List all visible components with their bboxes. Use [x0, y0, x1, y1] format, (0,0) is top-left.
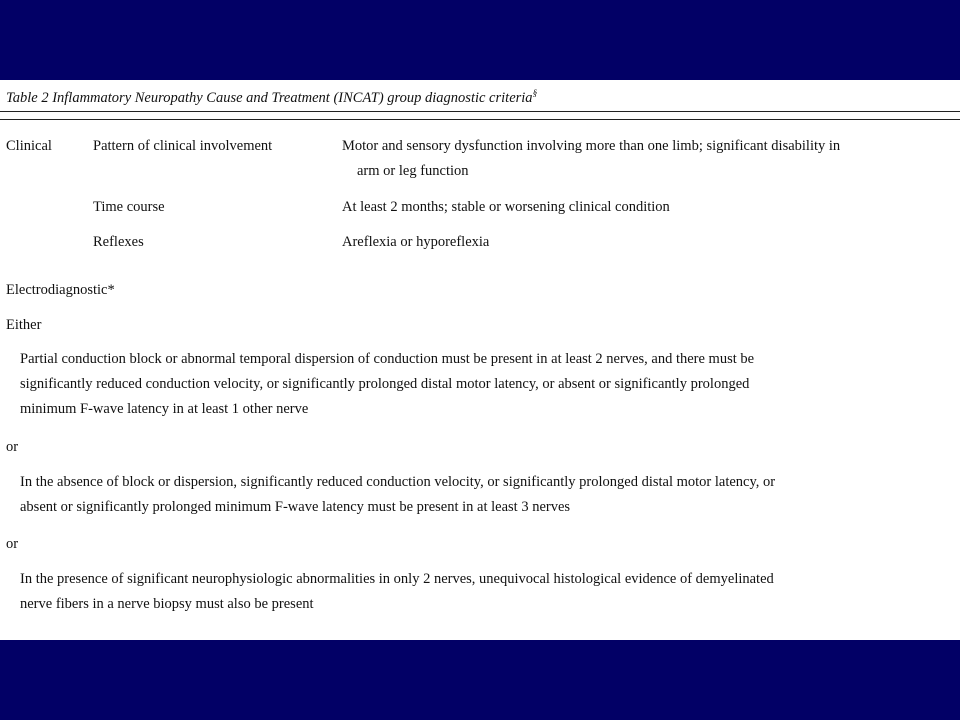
either-label: Either	[6, 317, 42, 333]
option1-line3: minimum F-wave latency in at least 1 other nerve	[20, 401, 309, 417]
option3-line1: In the presence of significant neurophysiologic abnormalities in only 2 nerves, unequivocal histological evidence of demyelinated	[20, 571, 774, 587]
criterion-time-course-value: At least 2 months; stable or worsening clinical condition	[342, 199, 670, 215]
criterion-reflexes: Reflexes	[93, 234, 144, 250]
section-label-clinical: Clinical	[6, 138, 52, 154]
or-label-2: or	[6, 536, 19, 552]
caption-footnote-marker: §	[532, 88, 538, 98]
top-band	[0, 0, 960, 80]
criterion-pattern-value-line2: arm or leg function	[357, 163, 469, 179]
criterion-pattern-value-line1: Motor and sensory dysfunction involving more than one limb; significant disability in	[342, 138, 841, 154]
bottom-band	[0, 640, 960, 720]
table-sheet	[0, 80, 960, 640]
criterion-time-course: Time course	[93, 199, 165, 215]
option1-line2: significantly reduced conduction velocity, or significantly prolonged distal motor latency, or absent or significantly prolonged	[20, 376, 750, 392]
caption-rule-top	[0, 111, 960, 112]
option1-line1: Partial conduction block or abnormal temporal dispersion of conduction must be present in at least 2 nerves, and there must be	[20, 351, 755, 367]
electrodiagnostic-heading: Electrodiagnostic*	[6, 282, 115, 298]
option3-line2: nerve fibers in a nerve biopsy must also be present	[20, 596, 314, 612]
table-caption: Table 2 Inflammatory Neuropathy Cause and Treatment (INCAT) group diagnostic criteria§	[6, 88, 538, 106]
caption-rule-bottom	[0, 119, 960, 120]
option2-line2: absent or significantly prolonged minimum F-wave latency must be present in at least 3 nerves	[20, 499, 571, 515]
criterion-pattern: Pattern of clinical involvement	[93, 138, 273, 154]
criterion-reflexes-value: Areflexia or hyporeflexia	[342, 234, 490, 250]
or-label-1: or	[6, 439, 19, 455]
option2-line1: In the absence of block or dispersion, significantly reduced conduction velocity, or significantly prolonged distal motor latency, or	[20, 474, 776, 490]
